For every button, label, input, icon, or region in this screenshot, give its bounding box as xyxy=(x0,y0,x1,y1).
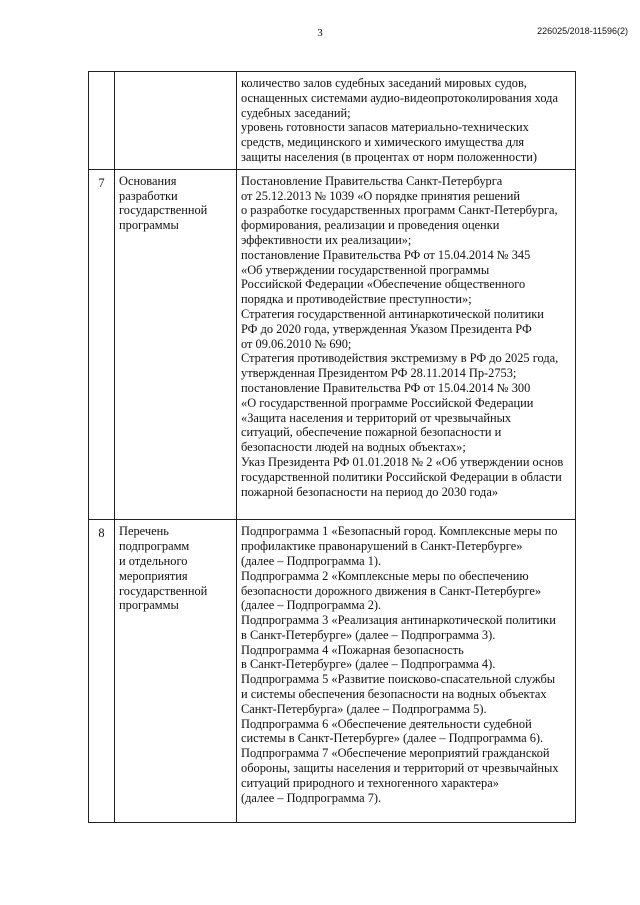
content-line: утвержденная Президентом РФ 28.11.2014 Пр-2753; xyxy=(241,366,517,381)
content-line: Указ Президента РФ 01.01.2018 № 2 «Об утверждении основ xyxy=(241,454,564,469)
row-number-cell xyxy=(89,169,115,520)
table-row xyxy=(89,169,576,520)
content-line: Подпрограмма 7 «Обеспечение мероприятий гражданской xyxy=(241,746,550,761)
content-line: (далее – Подпрограмма 7). xyxy=(241,790,382,805)
content-line: от 25.12.2013 № 1039 «О порядке принятия решений xyxy=(241,188,521,203)
content-line: постановление Правительства РФ от 15.04.2014 № 345 xyxy=(241,247,531,262)
content-line: и системы обеспечения безопасности на водных объектах xyxy=(241,687,547,702)
label-line: программы xyxy=(119,598,179,613)
content-line: защиты населения (в процентах от норм положенности) xyxy=(241,149,538,164)
label-line: Перечень xyxy=(119,524,169,539)
content-line: средств, медицинского и химического имущества для xyxy=(241,135,525,150)
content-line: Стратегия государственной антинаркотической политики xyxy=(241,306,544,321)
table-row xyxy=(89,72,576,170)
content-line: системы в Санкт-Петербурге» (далее – Подпрограмма 6). xyxy=(241,731,544,746)
content-line: Стратегия противодействия экстремизму в РФ до 2025 года, xyxy=(241,351,559,366)
content-line: Подпрограмма 2 «Комплексные меры по обеспечению xyxy=(241,568,529,583)
table-body xyxy=(89,72,576,823)
content-line: Подпрограмма 1 «Безопасный город. Комплексные меры по xyxy=(241,524,558,539)
content-line: (далее – Подпрограмма 2). xyxy=(241,598,382,613)
label-line: государственной xyxy=(119,583,208,598)
row-number: 7 xyxy=(98,175,105,190)
content-line: количество залов судебных заседаний мировых судов, xyxy=(241,76,527,90)
row-content-cell xyxy=(237,72,576,170)
content-line: Подпрограмма 4 «Пожарная безопасность xyxy=(241,642,464,657)
content-line: Подпрограмма 3 «Реализация антинаркотической политики xyxy=(241,613,556,628)
content-line: ситуаций, обеспечение пожарной безопасности и xyxy=(241,425,502,440)
document-id: 226025/2018-11596(2) xyxy=(537,26,628,36)
content-line: безопасности людей на водных объектах»; xyxy=(241,440,466,455)
content-line: безопасности дорожного движения в Санкт-Петербурге» xyxy=(241,583,542,598)
content-line: от 09.06.2010 № 690; xyxy=(241,336,352,351)
row-label-cell xyxy=(115,72,237,170)
content-line: Санкт-Петербурга» (далее – Подпрограмма 5). xyxy=(241,701,487,716)
label-line: программы xyxy=(119,218,179,233)
content-line: эффективности их реализации»; xyxy=(241,232,412,247)
page-number: 3 xyxy=(317,27,323,39)
table-row xyxy=(89,520,576,823)
label-line: Основания xyxy=(119,173,177,188)
content-line: судебных заседаний; xyxy=(241,105,351,120)
content-line: Подпрограмма 5 «Развитие поисково-спасательной службы xyxy=(241,672,556,687)
row-number xyxy=(89,76,114,78)
content-line: Российской Федерации «Обеспечение общественного xyxy=(241,277,526,292)
content-line: «Защита населения и территорий от чрезвычайных xyxy=(241,410,512,425)
content-line: профилактике правонарушений в Санкт-Петербурге» xyxy=(241,539,523,554)
content-line: «Об утверждении государственной программы xyxy=(241,262,490,277)
label-line: разработки xyxy=(119,188,178,203)
content-line: Постановление Правительства Санкт-Петербурга xyxy=(241,173,503,188)
content-line: «О государственной программе Российской Федерации xyxy=(241,395,534,410)
content-line: в Санкт-Петербурге» (далее – Подпрограмма 4). xyxy=(241,657,496,672)
row-number-cell xyxy=(89,72,115,170)
content-line: ситуаций природного и техногенного характера» xyxy=(241,775,499,790)
row-label-cell xyxy=(115,169,237,520)
label-line: подпрограмм xyxy=(119,539,190,554)
label-line: мероприятия xyxy=(119,568,188,583)
content-line: уровень готовности запасов материально-технических xyxy=(241,120,529,135)
content-line: пожарной безопасности на период до 2030 года» xyxy=(241,484,499,499)
content-line: оснащенных системами аудио-видеопротоколирования хода xyxy=(241,90,558,105)
program-table xyxy=(88,71,576,823)
content-line: Подпрограмма 6 «Обеспечение деятельности судебной xyxy=(241,716,532,731)
content-line: обороны, защиты населения и территорий от чрезвычайных xyxy=(241,761,559,776)
content-line: постановление Правительства РФ от 15.04.2014 № 300 xyxy=(241,380,531,395)
label-line: государственной xyxy=(119,203,208,218)
content-line: РФ до 2020 года, утвержденная Указом Президента РФ xyxy=(241,321,532,336)
label-line: и отдельного xyxy=(119,553,188,568)
content-line: формирования, реализации и проведения оценки xyxy=(241,218,500,233)
row-number-cell xyxy=(89,520,115,823)
content-line: о разработке государственных программ Санкт-Петербурга, xyxy=(241,203,558,218)
row-content-cell xyxy=(237,169,576,520)
row-number: 8 xyxy=(98,526,105,541)
content-line: порядка и противодействие преступности»; xyxy=(241,292,472,307)
row-label-cell xyxy=(115,520,237,823)
content-line: в Санкт-Петербурге» (далее – Подпрограмма 3). xyxy=(241,627,496,642)
content-line: государственной политики Российской Федерации в области xyxy=(241,469,562,484)
row-content-cell xyxy=(237,520,576,823)
content-line: (далее – Подпрограмма 1). xyxy=(241,553,382,568)
